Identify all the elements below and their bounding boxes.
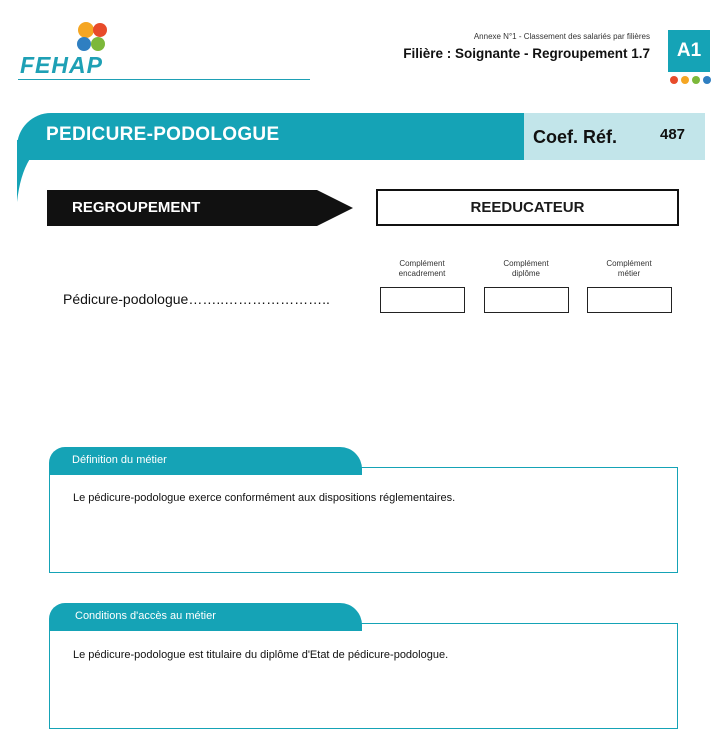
filiere-title: Filière : Soignante - Regroupement 1.7 [403,46,650,61]
complement-header-line: Complément [503,259,549,268]
complement-header-diplome [481,259,571,279]
definition-title: Définition du métier [72,454,167,466]
complement-header-encadrement [377,259,467,279]
complement-header-line: encadrement [398,269,446,278]
annex-caption: Annexe N°1 - Classement des salariés par filières [473,32,650,41]
green-dot-icon [692,76,700,84]
regroupement-value: REEDUCATEUR [376,189,679,226]
complement-header-line: Complément [399,259,445,268]
conditions-title: Conditions d'accès au métier [75,610,216,622]
complement-diplome-field[interactable] [484,287,569,313]
complement-header-line: métier [617,269,641,278]
complement-header-metier [584,259,674,279]
complement-header-line: Complément [606,259,652,268]
color-dots [670,76,711,84]
conditions-text: Le pédicure-podologue est titulaire du diplôme d'Etat de pédicure-podologue. [73,649,449,661]
orange-dot-icon [681,76,689,84]
conditions-box [49,623,678,729]
header-divider [18,79,310,80]
job-title: PEDICURE-PODOLOGUE [46,124,280,145]
metier-line: Pédicure-podologue……..………………….. [63,291,330,307]
definition-box [49,467,678,573]
regroupement-label: REGROUPEMENT [72,199,201,216]
definition-text: Le pédicure-podologue exerce conformément aux dispositions réglementaires. [73,492,456,504]
logo-text: FEHAP [20,52,103,78]
complement-metier-field[interactable] [587,287,672,313]
coef-value: 487 [660,126,686,143]
red-dot-icon [670,76,678,84]
annex-badge: A1 [668,30,710,72]
complement-encadrement-field[interactable] [380,287,465,313]
coef-label: Coef. Réf. [533,127,618,147]
blue-dot-icon [703,76,711,84]
complement-header-line: diplôme [511,269,540,278]
